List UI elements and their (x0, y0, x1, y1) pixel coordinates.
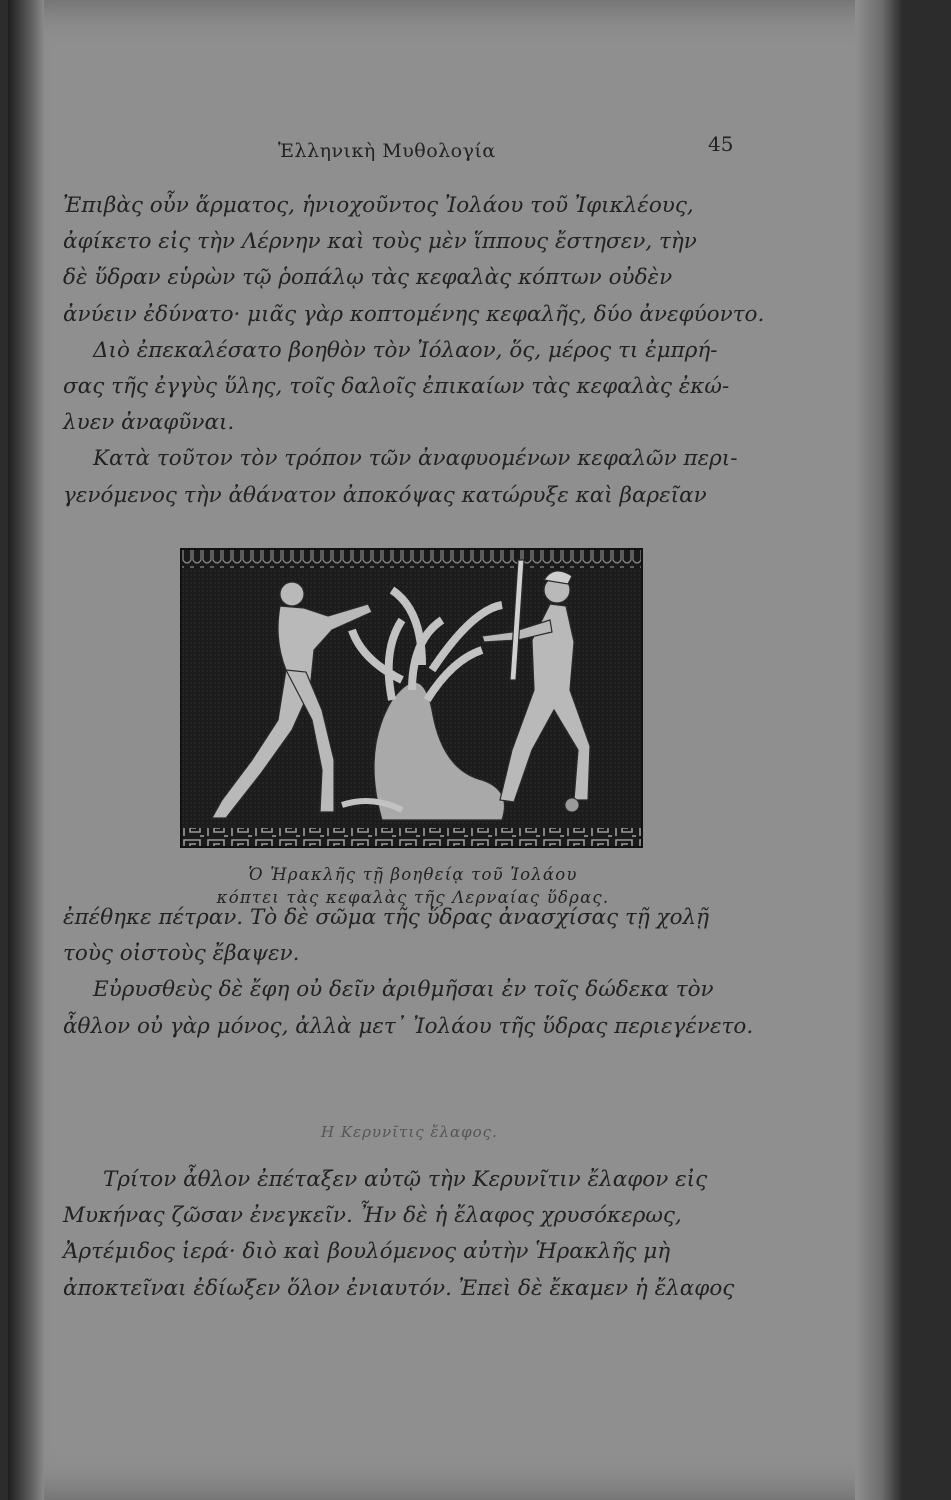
text-line: Ἐπιβὰς οὖν ἅρματος, ἡνιοχοῦντος Ἰολάου τοῦ Ἰφικλέους, (63, 193, 694, 218)
text-line: ἀφίκετο εἰς τὴν Λέρνην καὶ τοὺς μὲν ἵππους ἔστησεν, τὴν (63, 229, 697, 255)
page-number: 45 (708, 132, 734, 156)
figure-caption-line1: Ὁ Ἡρακλῆς τῇ βοηθείᾳ τοῦ Ἰολάου (248, 865, 578, 884)
herakles-hydra-vase-painting-icon (182, 550, 641, 846)
page-edge-shadow (855, 0, 903, 1500)
text-line: ἀνύειν ἐδύνατο· μιᾶς γὰρ κοπτομένης κεφαλῆς, δύο ἀνεφύοντο. (63, 301, 765, 327)
text-line: Ἀρτέμιδος ἱερά· διὸ καὶ βουλόμενος αὐτὴν Ἡρακλῆς μὴ (63, 1239, 671, 1265)
text-line: σας τῆς ἐγγὺς ὕλης, τοῖς δαλοῖς ἐπικαίων τὰς κεφαλὰς ἐκώ- (63, 374, 730, 400)
section-heading: Η Κερυνῖτις ἔλαφος. (321, 1123, 498, 1141)
text-line: Μυκήνας ζῶσαν ἐνεγκεῖν. Ἦν δὲ ἡ ἔλαφος χρυσόκερως, (63, 1203, 682, 1229)
running-title: Ἑλληνικὴ Μυθολογία (278, 140, 496, 162)
book-page (8, 0, 903, 1500)
paragraph-block-bottom (63, 1162, 773, 1307)
text-line: δὲ ὕδραν εὑρὼν τῷ ῥοπάλῳ τὰς κεφαλὰς κόπτων οὐδὲν (63, 265, 673, 291)
text-line: γενόμενος τὴν ἀθάνατον ἀποκόψας κατώρυξε καὶ βαρεῖαν (63, 482, 707, 508)
hydra-illustration (180, 548, 643, 848)
text-line: Τρίτον ἆθλον ἐπέταξεν αὐτῷ τὴν Κερυνῖτιν ἔλαφον εἰς (103, 1167, 708, 1192)
text-line: Κατὰ τοῦτον τὸν τρόπον τῶν ἀναφυομένων κεφαλῶν περι- (93, 446, 738, 472)
text-line: Εὐρυσθεὺς δὲ ἔφη οὐ δεῖν ἀριθμῆσαι ἐν τοῖς δώδεκα τὸν (93, 977, 714, 1003)
text-line: Διὸ ἐπεκαλέσατο βοηθὸν τὸν Ἰόλαον, ὅς, μέρος τι ἐμπρή- (93, 337, 718, 363)
book-spine-shadow (8, 0, 44, 1500)
text-line: ἐπέθηκε πέτραν. Τὸ δὲ σῶμα τῆς ὕδρας ἀνασχίσας τῇ χολῇ (63, 905, 710, 930)
paragraph-block-middle (63, 900, 773, 1045)
paragraph-block-top (63, 188, 773, 514)
text-line: ἆθλον οὐ γὰρ μόνος, ἀλλὰ μετ᾽ Ἰολάου τῆς ὕδρας περιεγένετο. (63, 1013, 754, 1039)
figure-caption-line2: κόπτει τὰς κεφαλὰς τῆς Λερναίας ὕδρας. (216, 888, 610, 907)
text-line: ἀποκτεῖναι ἐδίωξεν ὅλον ἐνιαυτόν. Ἐπεὶ δὲ ἔκαμεν ἡ ἔλαφος (63, 1275, 735, 1301)
text-line: λυεν ἀναφῦναι. (63, 410, 235, 436)
text-line: τοὺς οἰστοὺς ἔβαψεν. (63, 941, 300, 967)
